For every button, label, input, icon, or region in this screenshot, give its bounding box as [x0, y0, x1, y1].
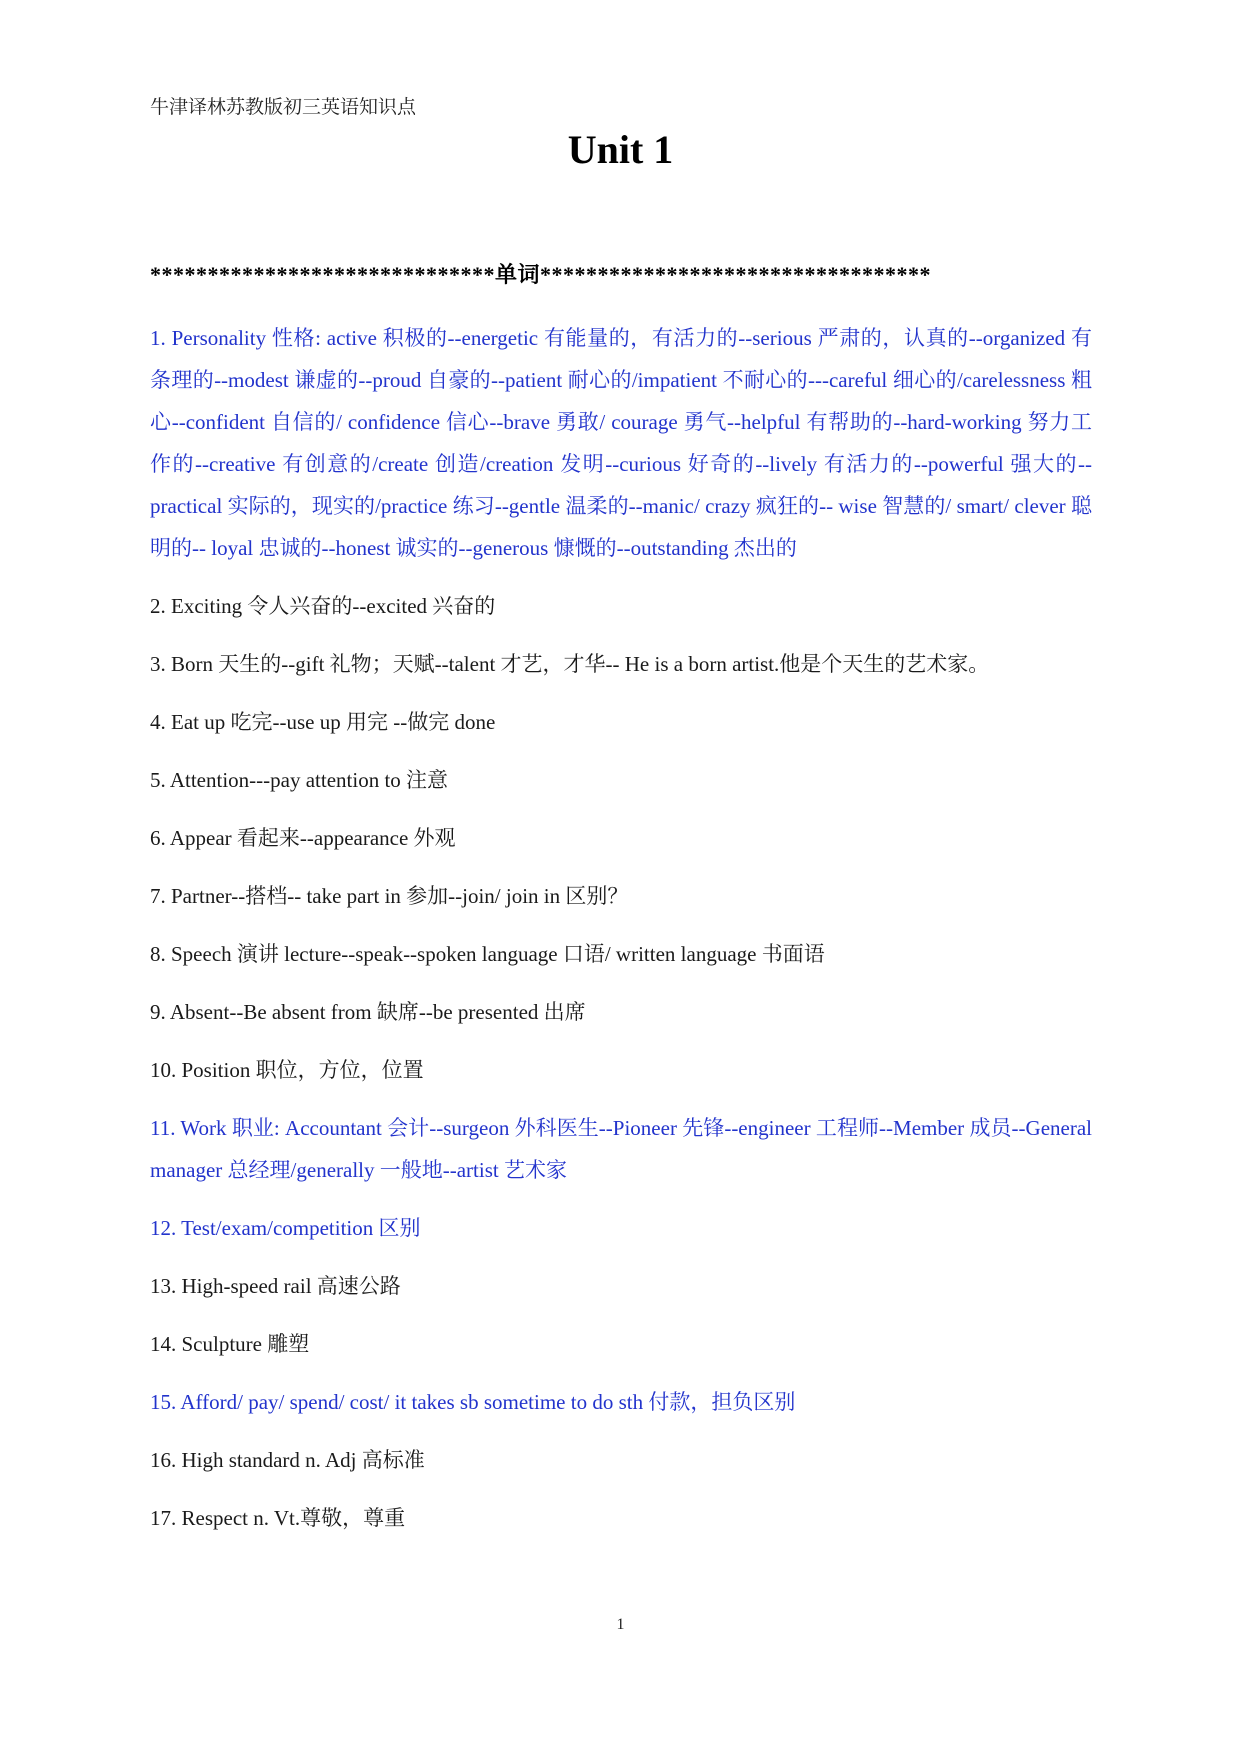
vocabulary-list	[150, 317, 1092, 1555]
list-item: 7. Partner--搭档-- take part in 参加--join/ join in 区别？	[150, 884, 629, 908]
list-item: 1. Personality 性格: active 积极的--energetic 有能量的，有活力的--serious 严肃的，认真的--organized 有条理的--modest 谦虚的--proud 自豪的--patient 耐心的/impatient 不耐心的---careful 细心的/carelessness 粗心--confident 自信的/ confidence 信心--brave 勇敢/ courage 勇气--helpful 有帮助的--hard-working 努力工作的--creative 有创意的/create 创造/creation 发明--curious 好奇的--lively 有活力的--powerful 强大的--practical 实际的，现实的/practice 练习--gentle 温柔的--manic/ crazy 疯狂的-- wise 智慧的/ smart/ clever 聪明的-- loyal 忠诚的--honest 诚实的--generous 慷慨的--outstanding 杰出的	[150, 326, 1092, 560]
list-item: 10. Position 职位，方位，位置	[150, 1058, 424, 1082]
list-item: 5. Attention---pay attention to 注意	[150, 768, 449, 792]
list-item: 2. Exciting 令人兴奋的--excited 兴奋的	[150, 594, 496, 618]
list-item: 8. Speech 演讲 lecture--speak--spoken language 口语/ written language 书面语	[150, 942, 825, 966]
list-item: 3. Born 天生的--gift 礼物；天赋--talent 才艺，才华-- He is a born artist.他是个天生的艺术家。	[150, 652, 990, 676]
list-item: 6. Appear 看起来--appearance 外观	[150, 826, 456, 850]
list-item: 11. Work 职业: Accountant 会计--surgeon 外科医生--Pioneer 先锋--engineer 工程师--Member 成员--General manager 总经理/generally 一般地--artist 艺术家	[150, 1116, 1092, 1182]
list-item: 16. High standard n. Adj 高标准	[150, 1448, 425, 1472]
list-item: 14. Sculpture 雕塑	[150, 1332, 310, 1356]
list-item: 15. Afford/ pay/ spend/ cost/ it takes sb sometime to do sth 付款，担负区别	[150, 1390, 796, 1414]
list-item: 12. Test/exam/competition 区别	[150, 1216, 421, 1240]
list-item: 13. High-speed rail 高速公路	[150, 1274, 401, 1298]
document-header: 牛津译林苏教版初三英语知识点	[150, 97, 417, 118]
list-item: 9. Absent--Be absent from 缺席--be presented 出席	[150, 1000, 586, 1024]
list-item: 4. Eat up 吃完--use up 用完 --做完 done	[150, 710, 496, 734]
section-heading-vocabulary: ******************************单词**********************************	[150, 262, 932, 287]
list-item: 17. Respect n. Vt.尊敬，尊重	[150, 1506, 406, 1530]
page-number: 1	[616, 1616, 625, 1633]
page-title: Unit 1	[567, 127, 674, 172]
